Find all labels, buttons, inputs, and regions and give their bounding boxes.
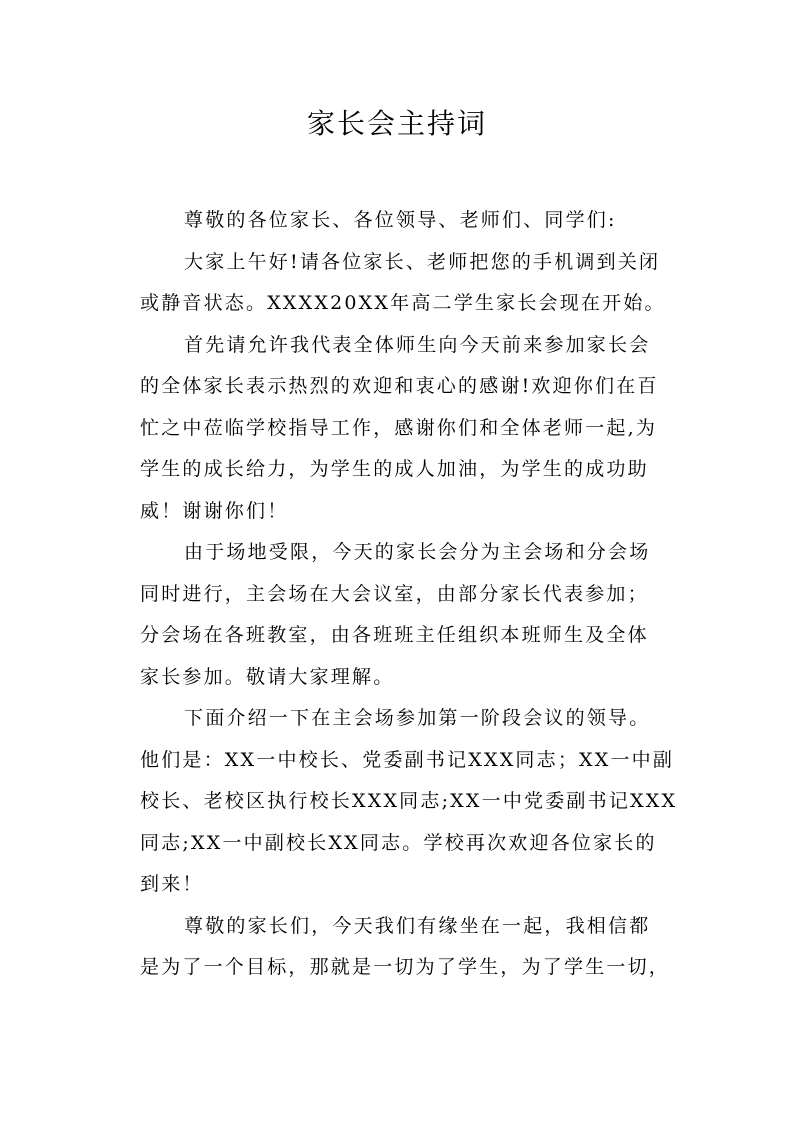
body-line: 威！谢谢你们！ (140, 499, 289, 522)
body-line: 分会场在各班教室，由各班班主任组织本班师生及全体 (140, 624, 649, 646)
body-line: 同志;XX一中副校长XX同志。学校再次欢迎各位家长的 (140, 831, 657, 854)
body-line: 同时进行，主会场在大会议室，由部分家长代表参加； (140, 582, 649, 605)
document-title: 家长会主持词 (306, 107, 487, 140)
body-line: 由于场地受限，今天的家长会分为主会场和分会场 (184, 541, 651, 563)
document-body (140, 200, 678, 989)
body-line: 是为了一个目标，那就是一切为了学生，为了学生一切， (140, 956, 671, 978)
body-line: 首先请允许我代表全体师生向今天前来参加家长会 (184, 333, 651, 356)
body-line: 他们是：XX一中校长、党委副书记XXX同志；XX一中副 (140, 748, 675, 771)
body-line: 尊敬的各位家长、各位领导、老师们、同学们: (184, 209, 617, 231)
body-line: 或静音状态。XXXX20XX年高二学生家长会现在开始。 (140, 292, 666, 314)
body-line: 忙之中莅临学校指导工作，感谢你们和全体老师一起,为 (140, 416, 658, 439)
body-line: 大家上午好!请各位家长、老师把您的手机调到关闭 (184, 250, 661, 273)
body-line: 下面介绍一下在主会场参加第一阶段会议的领导。 (184, 707, 651, 729)
body-line: 家长参加。敬请大家理解。 (140, 665, 395, 688)
body-line: 校长、老校区执行校长XXX同志;XX一中党委副书记XXX (140, 790, 678, 812)
body-line: 到来！ (140, 873, 204, 895)
body-line: 学生的成长给力，为学生的成人加油，为学生的成功助 (140, 458, 649, 480)
body-line: 尊敬的家长们，今天我们有缘坐在一起，我相信都 (184, 914, 651, 937)
body-line: 的全体家长表示热烈的欢迎和衷心的感谢!欢迎你们在百 (140, 375, 659, 397)
